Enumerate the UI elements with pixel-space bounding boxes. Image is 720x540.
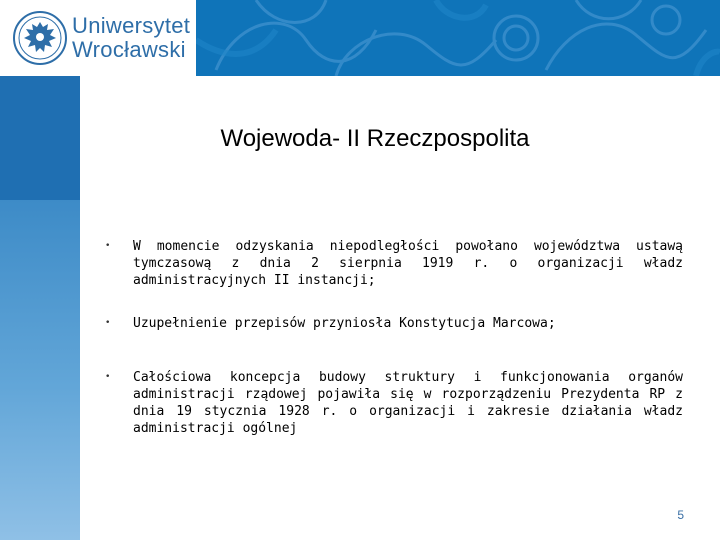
list-item <box>105 369 683 437</box>
bullet-marker: • <box>105 241 111 251</box>
bullet-marker: • <box>105 318 111 328</box>
bullet-text: Całościowa koncepcja budowy struktury i funkcjonowania organów administracji rządowej pojawiła się w rozporządzeniu Prezydenta RP z dnia 19 stycznia 1928 r. o organizacji i zakresie działania władz administracji ogólnej <box>133 370 683 436</box>
list-item <box>105 238 683 289</box>
slide-title: Wojewoda- II Rzeczpospolita <box>220 125 530 152</box>
bullet-text: W momencie odzyskania niepodległości powołano województwa ustawą tymczasową z dnia 2 sierpnia 1919 r. o organizacji władz administracyjnych II instancji; <box>133 239 683 288</box>
header-banner <box>196 0 720 76</box>
page-number: 5 <box>677 508 684 522</box>
bullet-marker: • <box>105 372 111 382</box>
logo-text-line1: Uniwersytet <box>72 13 191 38</box>
list-item <box>105 315 683 332</box>
swirl-pattern-icon <box>196 0 720 76</box>
sidebar-gradient-band <box>0 200 80 540</box>
bullet-text: Uzupełnienie przepisów przyniosła Konstytucja Marcowa; <box>133 316 556 331</box>
sidebar-top-band <box>0 76 80 200</box>
bullet-list <box>105 238 683 437</box>
logo-text-line2: Wrocławski <box>72 37 186 62</box>
university-eagle-emblem-icon <box>12 10 68 66</box>
university-logo[interactable] <box>0 0 196 76</box>
